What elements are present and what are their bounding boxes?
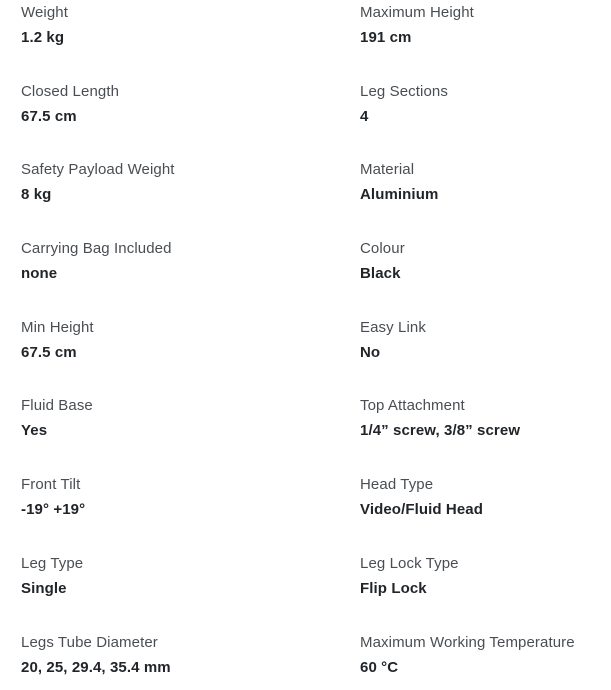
spec-label: Closed Length [21, 82, 120, 100]
spec-value: 60 °C [360, 658, 399, 676]
spec-item-min-height [21, 318, 360, 397]
spec-label: Leg Lock Type [360, 554, 459, 572]
spec-value: 8 kg [21, 186, 52, 204]
spec-item-closed-length [21, 82, 360, 161]
spec-value: 1/4” screw, 3/8” screw [360, 422, 521, 440]
spec-label: Easy Link [360, 318, 426, 336]
spec-label: Top Attachment [360, 397, 465, 415]
spec-item-easy-link [360, 318, 611, 397]
spec-item-legs-tube-diameter [21, 633, 360, 690]
spec-item-fluid-base [21, 396, 360, 475]
spec-item-leg-lock-type [360, 554, 611, 633]
spec-value: Black [360, 265, 401, 283]
spec-item-maximum-height [360, 3, 611, 82]
spec-item-colour [360, 239, 611, 318]
spec-value: 67.5 cm [21, 107, 77, 125]
spec-item-maximum-working-temperature [360, 633, 611, 690]
spec-item-safety-payload-weight [21, 160, 360, 239]
spec-item-material [360, 160, 611, 239]
spec-label: Carrying Bag Included [21, 240, 172, 258]
spec-value: 20, 25, 29.4, 35.4 mm [21, 658, 171, 676]
spec-item-head-type [360, 475, 611, 554]
spec-label: Colour [360, 240, 405, 258]
spec-value: 4 [360, 107, 369, 125]
spec-value: Video/Fluid Head [360, 501, 484, 519]
spec-value: Yes [21, 422, 48, 440]
spec-item-leg-sections [360, 82, 611, 161]
spec-label: Head Type [360, 476, 434, 494]
spec-item-leg-type [21, 554, 360, 633]
spec-value: Single [21, 579, 67, 597]
spec-label: Material [360, 161, 415, 179]
spec-label: Fluid Base [21, 397, 93, 415]
spec-label: Safety Payload Weight [21, 161, 175, 179]
spec-value: Aluminium [360, 186, 439, 204]
spec-item-carrying-bag-included [21, 239, 360, 318]
spec-value: -19° +19° [21, 501, 86, 519]
spec-value: Flip Lock [360, 579, 427, 597]
spec-value: 67.5 cm [21, 343, 77, 361]
spec-value: none [21, 265, 58, 283]
spec-label: Weight [21, 4, 69, 21]
spec-label: Maximum Working Temperature [360, 633, 575, 651]
spec-label: Legs Tube Diameter [21, 633, 158, 651]
spec-item-top-attachment [360, 396, 611, 475]
spec-value: 191 cm [360, 29, 412, 46]
spec-label: Leg Sections [360, 82, 448, 100]
spec-label: Leg Type [21, 554, 84, 572]
spec-item-weight [21, 3, 360, 82]
spec-item-front-tilt [21, 475, 360, 554]
spec-value: No [360, 343, 381, 361]
spec-label: Min Height [21, 318, 94, 336]
spec-label: Maximum Height [360, 4, 474, 21]
spec-value: 1.2 kg [21, 29, 65, 46]
spec-label: Front Tilt [21, 476, 81, 494]
